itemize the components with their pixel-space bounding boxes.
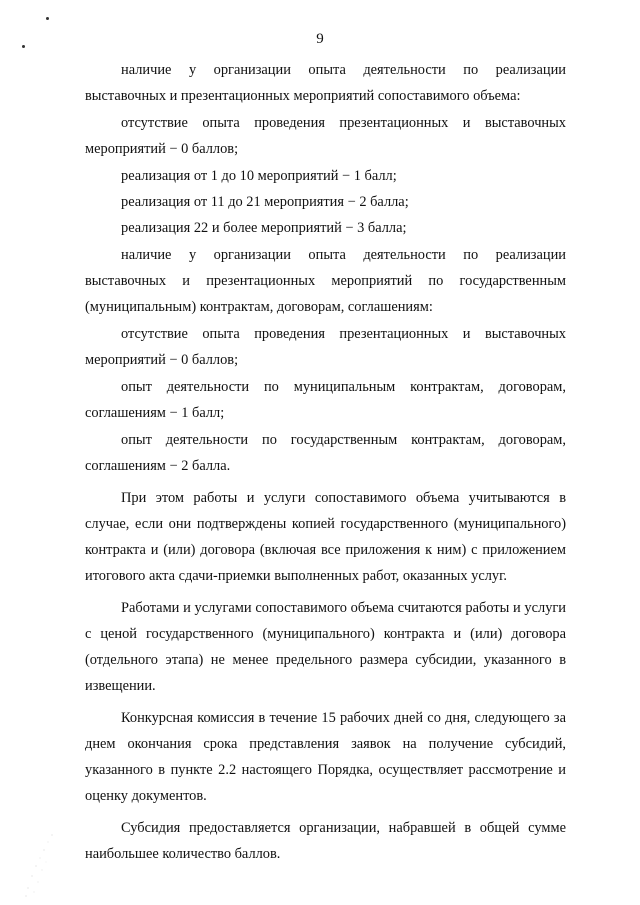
paragraph: опыт деятельности по государственным контрактам, договорам, соглашениям − 2 балла. (85, 432, 566, 474)
paragraph: опыт деятельности по муниципальным контрактам, договорам, соглашениям − 1 балл; (85, 379, 566, 421)
paragraph: При этом работы и услуги сопоставимого объема учитываются в случае, если они подтверждены копией государственного (муниципального) контракта и (или) договора (включая все приложения к ним) с приложением итогового акта сдачи-приемки выполненных работ, оказанных услуг. (85, 490, 566, 584)
paragraph: реализация 22 и более мероприятий − 3 балла; (121, 220, 407, 236)
paragraph: реализация от 11 до 21 мероприятия − 2 балла; (121, 194, 409, 210)
paragraph: наличие у организации опыта деятельности по реализации выставочных и презентационных мероприятий по государственным (муниципальным) контрактам, договорам, соглашениям: (85, 247, 566, 315)
paragraph: Субсидия предоставляется организации, набравшей в общей сумме наибольшее количество баллов. (85, 820, 566, 862)
paragraph: наличие у организации опыта деятельности по реализации выставочных и презентационных мероприятий сопоставимого объема: (85, 62, 566, 104)
scan-noise (22, 830, 62, 900)
paragraph: Конкурсная комиссия в течение 15 рабочих дней со дня, следующего за днем окончания срока представления заявок на получение субсидий, указанного в пункте 2.2 настоящего Порядка, осуществляет рассмотрение и оценку документов. (85, 710, 566, 804)
paragraph: реализация от 1 до 10 мероприятий − 1 балл; (121, 168, 397, 184)
paragraph: Работами и услугами сопоставимого объема считаются работы и услуги с ценой государственного (муниципального) контракта и (или) договора (отдельного этапа) не менее предельного размера субсидии, указанного в извещении. (85, 600, 566, 694)
scan-speck (46, 17, 49, 20)
page-number: 9 (316, 31, 324, 47)
document-body (85, 57, 566, 867)
paragraph: отсутствие опыта проведения презентационных и выставочных мероприятий − 0 баллов; (85, 115, 566, 157)
paragraph: отсутствие опыта проведения презентационных и выставочных мероприятий − 0 баллов; (85, 326, 566, 368)
